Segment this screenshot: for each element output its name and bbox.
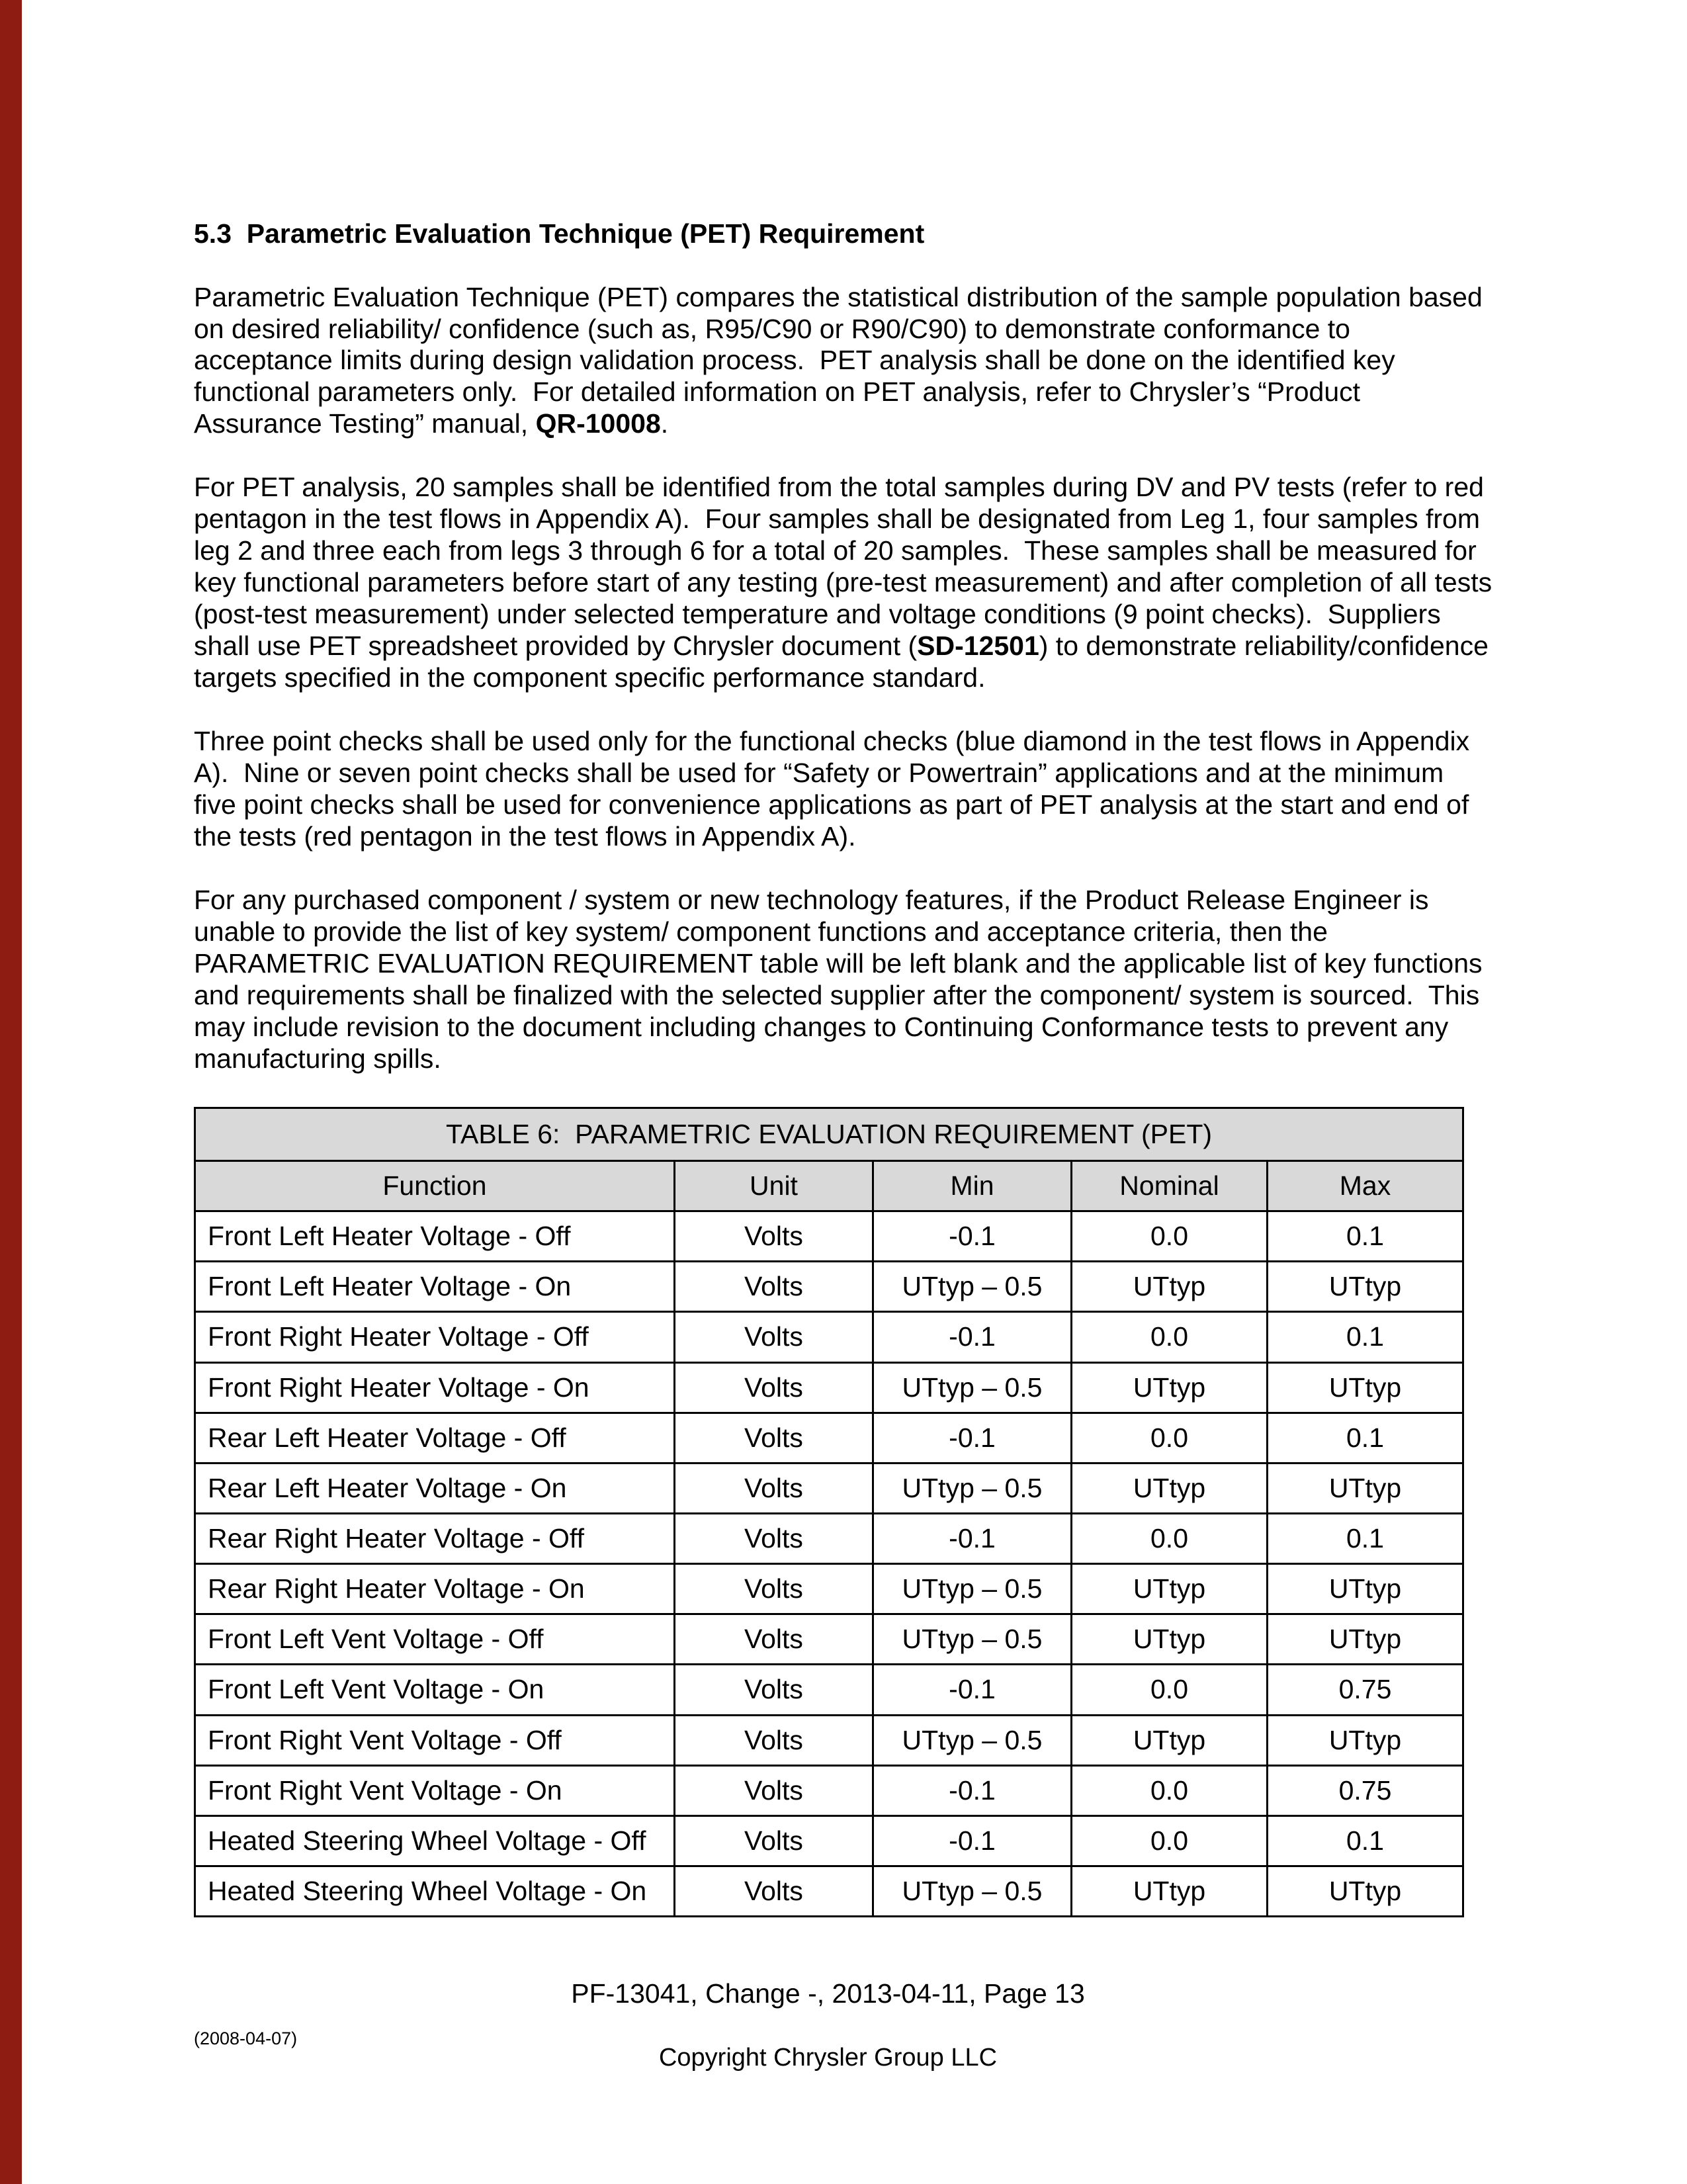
table-cell: Volts	[675, 1513, 873, 1563]
table-cell: UTtyp – 0.5	[873, 1715, 1072, 1765]
paragraph-2	[194, 472, 1500, 694]
table-row	[195, 1362, 1463, 1413]
table-row	[195, 1413, 1463, 1463]
table-cell: UTtyp	[1072, 1564, 1268, 1614]
pet-table	[194, 1107, 1464, 1917]
table-header-row	[195, 1161, 1463, 1211]
table-cell: Volts	[675, 1564, 873, 1614]
table-cell: Volts	[675, 1765, 873, 1815]
footer-copyright: Copyright Chrysler Group LLC	[658, 2044, 998, 2072]
table-row	[195, 1463, 1463, 1513]
table-cell: 0.1	[1268, 1413, 1463, 1463]
table-cell: Volts	[675, 1715, 873, 1765]
table-cell: UTtyp	[1072, 1614, 1268, 1665]
table-row	[195, 1614, 1463, 1665]
paragraph-3: Three point checks shall be used only for the functional checks (blue diamond in the test flows in Appendix A). Nine or seven point checks shall be used for “Safety or Powertrain” applications and at the minimum five point checks shall be used for convenience applications as part of PET analysis at the start and end of the tests (red pentagon in the test flows in Appendix A).	[194, 726, 1477, 852]
table-row	[195, 1513, 1463, 1563]
left-edge-bar	[0, 0, 22, 2184]
section-heading: 5.3 Parametric Evaluation Technique (PET) Requirement	[194, 218, 925, 249]
table-cell: UTtyp – 0.5	[873, 1362, 1072, 1413]
table-cell-function: Rear Left Heater Voltage - On	[195, 1463, 675, 1513]
table-title-row	[195, 1108, 1463, 1160]
table-cell: -0.1	[873, 1765, 1072, 1815]
page-content	[194, 218, 1500, 2072]
table-cell-function: Rear Right Heater Voltage - Off	[195, 1513, 675, 1563]
table-cell-function: Front Left Heater Voltage - On	[195, 1262, 675, 1312]
table-cell: 0.0	[1072, 1413, 1268, 1463]
footer-doc-line: PF-13041, Change -, 2013-04-11, Page 13	[571, 1978, 1085, 2009]
table-title: TABLE 6: PARAMETRIC EVALUATION REQUIREMENT (PET)	[195, 1108, 1463, 1160]
table-cell-function: Front Right Vent Voltage - On	[195, 1765, 675, 1815]
table-cell: 0.1	[1268, 1815, 1463, 1866]
paragraph-2-text: For PET analysis, 20 samples shall be identified from the total samples during DV and PV tests (refer to red pentagon in the test flows in Appendix A). Four samples shall be designated from Leg 1, four samples from leg 2 and three each from legs 3 through 6 for a total of 20 samples. These samples shall be measured for key functional parameters before start of any testing (pre-test measurement) and after completion of all tests (post-test measurement) under selected temperature and voltage conditions (9 point checks). Suppliers shall use PET spreadsheet provided by Chrysler document (	[194, 472, 1500, 662]
table-cell: Volts	[675, 1211, 873, 1262]
paragraph-1-text: Parametric Evaluation Technique (PET) compares the statistical distribution of the sample population based on desired reliability/ confidence (such as, R95/C90 or R90/C90) to demonstrate conformance to acceptance limits during design validation process. PET analysis shall be done on the identified key functional parameters only. For detailed information on PET analysis, refer to Chrysler’s “Product Assurance Testing” manual,	[194, 281, 1491, 439]
table-cell-function: Front Right Heater Voltage - On	[195, 1362, 675, 1413]
table-cell: Volts	[675, 1866, 873, 1916]
table-cell-function: Heated Steering Wheel Voltage - On	[195, 1866, 675, 1916]
table-cell: UTtyp	[1072, 1262, 1268, 1312]
table-cell: Volts	[675, 1815, 873, 1866]
table-cell: -0.1	[873, 1413, 1072, 1463]
paragraph-2-text-end: ) to demonstrate reliability/confidence targets specified in the component specific performance standard.	[194, 631, 1496, 693]
table-row	[195, 1312, 1463, 1362]
table-cell: UTtyp	[1268, 1463, 1463, 1513]
table-cell: Volts	[675, 1312, 873, 1362]
table-row	[195, 1564, 1463, 1614]
table-cell: -0.1	[873, 1815, 1072, 1866]
table-cell: UTtyp	[1072, 1362, 1268, 1413]
table-cell: Volts	[675, 1413, 873, 1463]
paragraph-4: For any purchased component / system or new technology features, if the Product Release Engineer is unable to provide the list of key system/ component functions and acceptance criteria, then the PARAMETRIC EVALUATION REQUIREMENT table will be left blank and the applicable list of key functions and requirements shall be finalized with the selected supplier after the component/ system is sourced. This may include revision to the document including changes to Continuing Conformance tests to prevent any manufacturing spills.	[194, 885, 1490, 1074]
table-cell-function: Heated Steering Wheel Voltage - Off	[195, 1815, 675, 1866]
table-cell: UTtyp	[1072, 1866, 1268, 1916]
table-body	[195, 1211, 1463, 1917]
table-row	[195, 1665, 1463, 1715]
column-header-max: Max	[1268, 1161, 1463, 1211]
paragraph-1	[194, 282, 1492, 441]
doc-ref-qr10008: QR-10008	[535, 408, 661, 439]
table-cell: UTtyp – 0.5	[873, 1866, 1072, 1916]
table-cell: UTtyp – 0.5	[873, 1614, 1072, 1665]
table-cell-function: Rear Right Heater Voltage - On	[195, 1564, 675, 1614]
table-cell-function: Front Left Vent Voltage - On	[195, 1665, 675, 1715]
table-cell: 0.0	[1072, 1665, 1268, 1715]
table-row	[195, 1765, 1463, 1815]
table-cell: Volts	[675, 1463, 873, 1513]
table-cell: 0.0	[1072, 1815, 1268, 1866]
column-header-function: Function	[195, 1161, 675, 1211]
table-cell: 0.75	[1268, 1765, 1463, 1815]
table-cell: UTtyp	[1072, 1715, 1268, 1765]
table-cell-function: Front Right Heater Voltage - Off	[195, 1312, 675, 1362]
table-cell: UTtyp – 0.5	[873, 1463, 1072, 1513]
table-cell: UTtyp – 0.5	[873, 1564, 1072, 1614]
table-cell: UTtyp – 0.5	[873, 1262, 1072, 1312]
table-cell: UTtyp	[1268, 1262, 1463, 1312]
table-row	[195, 1866, 1463, 1916]
table-cell: -0.1	[873, 1312, 1072, 1362]
table-cell: Volts	[675, 1665, 873, 1715]
table-cell: 0.1	[1268, 1312, 1463, 1362]
table-cell: 0.1	[1268, 1513, 1463, 1563]
table-row	[195, 1815, 1463, 1866]
table-cell: 0.0	[1072, 1312, 1268, 1362]
table-cell: 0.0	[1072, 1513, 1268, 1563]
table-cell: 0.0	[1072, 1765, 1268, 1815]
table-cell-function: Front Left Heater Voltage - Off	[195, 1211, 675, 1262]
table-row	[195, 1262, 1463, 1312]
table-cell-function: Rear Left Heater Voltage - Off	[195, 1413, 675, 1463]
table-cell: -0.1	[873, 1513, 1072, 1563]
table-cell: Volts	[675, 1614, 873, 1665]
table-cell: 0.0	[1072, 1211, 1268, 1262]
table-cell: UTtyp	[1268, 1866, 1463, 1916]
column-header-nominal: Nominal	[1072, 1161, 1268, 1211]
paragraph-1-text-end: .	[660, 408, 669, 439]
table-cell: UTtyp	[1268, 1362, 1463, 1413]
table-cell-function: Front Left Vent Voltage - Off	[195, 1614, 675, 1665]
doc-ref-sd12501: SD-12501	[917, 631, 1039, 662]
revision-note: (2008-04-07)	[194, 2029, 298, 2048]
column-header-unit: Unit	[675, 1161, 873, 1211]
table-cell: UTtyp	[1268, 1715, 1463, 1765]
column-header-min: Min	[873, 1161, 1072, 1211]
table-cell: UTtyp	[1268, 1614, 1463, 1665]
table-cell-function: Front Right Vent Voltage - Off	[195, 1715, 675, 1765]
table-cell: UTtyp	[1268, 1564, 1463, 1614]
table-cell: 0.75	[1268, 1665, 1463, 1715]
table-cell: -0.1	[873, 1211, 1072, 1262]
table-cell: -0.1	[873, 1665, 1072, 1715]
table-row	[195, 1715, 1463, 1765]
table-cell: 0.1	[1268, 1211, 1463, 1262]
table-cell: Volts	[675, 1362, 873, 1413]
table-row	[195, 1211, 1463, 1262]
table-cell: Volts	[675, 1262, 873, 1312]
table-cell: UTtyp	[1072, 1463, 1268, 1513]
